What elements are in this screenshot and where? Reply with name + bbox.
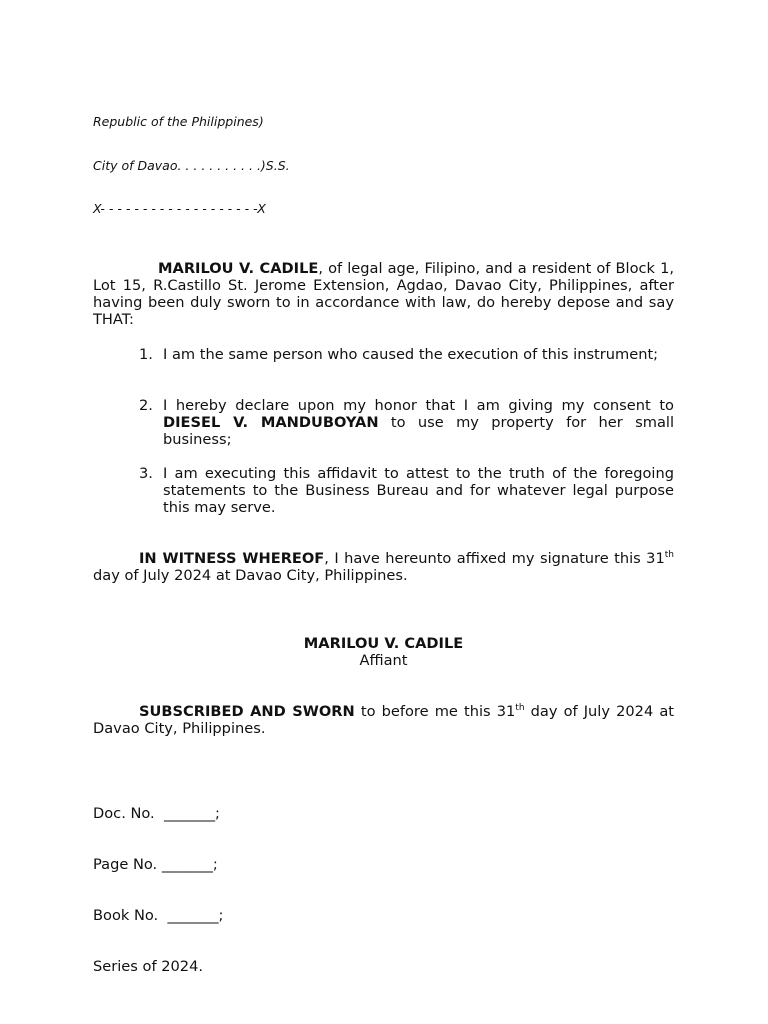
- list-text-after: to use my property for her small business;: [163, 414, 674, 448]
- jurat-heading: SUBSCRIBED AND SWORN: [139, 703, 355, 720]
- list-text-before: I hereby declare upon my honor that I am giving my consent to: [163, 397, 674, 414]
- witness-text-2: day of July 2024 at Davao City, Philippines.: [93, 567, 408, 584]
- signature-name: MARILOU V. CADILE: [303, 635, 464, 652]
- signature-role: Affiant: [359, 652, 408, 669]
- series: Series of 2024.: [93, 958, 204, 975]
- intro-paragraph: [93, 260, 674, 328]
- jurat-text-1: to before me this 31: [354, 703, 516, 720]
- list-number: 1.: [139, 346, 153, 363]
- doc-no: Doc. No. _______;: [93, 805, 220, 822]
- witness-heading: IN WITNESS WHEREOF: [139, 550, 325, 567]
- witness-ordinal: th: [664, 550, 674, 561]
- list-item: [93, 465, 674, 516]
- page-no: Page No. _______;: [93, 856, 218, 873]
- notarial-register: [93, 771, 223, 1009]
- witness-paragraph: [93, 550, 674, 584]
- venue-divider: X- - - - - - - - - - - - - - - - - - -X: [93, 201, 266, 216]
- witness-text-1: , I have hereunto affixed my signature this 31: [324, 550, 665, 567]
- list-text: I am the same person who caused the execution of this instrument;: [163, 346, 659, 363]
- book-no: Book No. _______;: [93, 907, 224, 924]
- intro-text: , of legal age, Filipino, and a resident of Block 1, Lot 15, R.Castillo St. Jerome Extension, Agdao, Davao City, Philippines, after having been duly sworn to in accordance with law, do hereby depose and say THAT:: [93, 260, 674, 328]
- jurat-text-2: day of July 2024 at Davao City, Philippines.: [93, 703, 675, 737]
- list-number: 2.: [139, 397, 153, 414]
- list-text: [163, 397, 674, 448]
- jurat-ordinal: th: [515, 703, 525, 714]
- list-item: [93, 346, 674, 363]
- list-text: I am executing this affidavit to attest to the truth of the foregoing statements to the Business Bureau and for whatever legal purpose this may serve.: [163, 465, 674, 516]
- list-item: [93, 397, 674, 448]
- jurat-paragraph: [93, 703, 674, 737]
- list-number: 3.: [139, 465, 153, 482]
- affiant-name-intro: MARILOU V. CADILE: [158, 260, 319, 277]
- venue-republic: Republic of the Philippines): [93, 114, 264, 129]
- venue-city: City of Davao. . . . . . . . . . .)S.S.: [93, 157, 290, 173]
- venue-block: [93, 86, 290, 246]
- consent-name: DIESEL V. MANDUBOYAN: [163, 414, 379, 431]
